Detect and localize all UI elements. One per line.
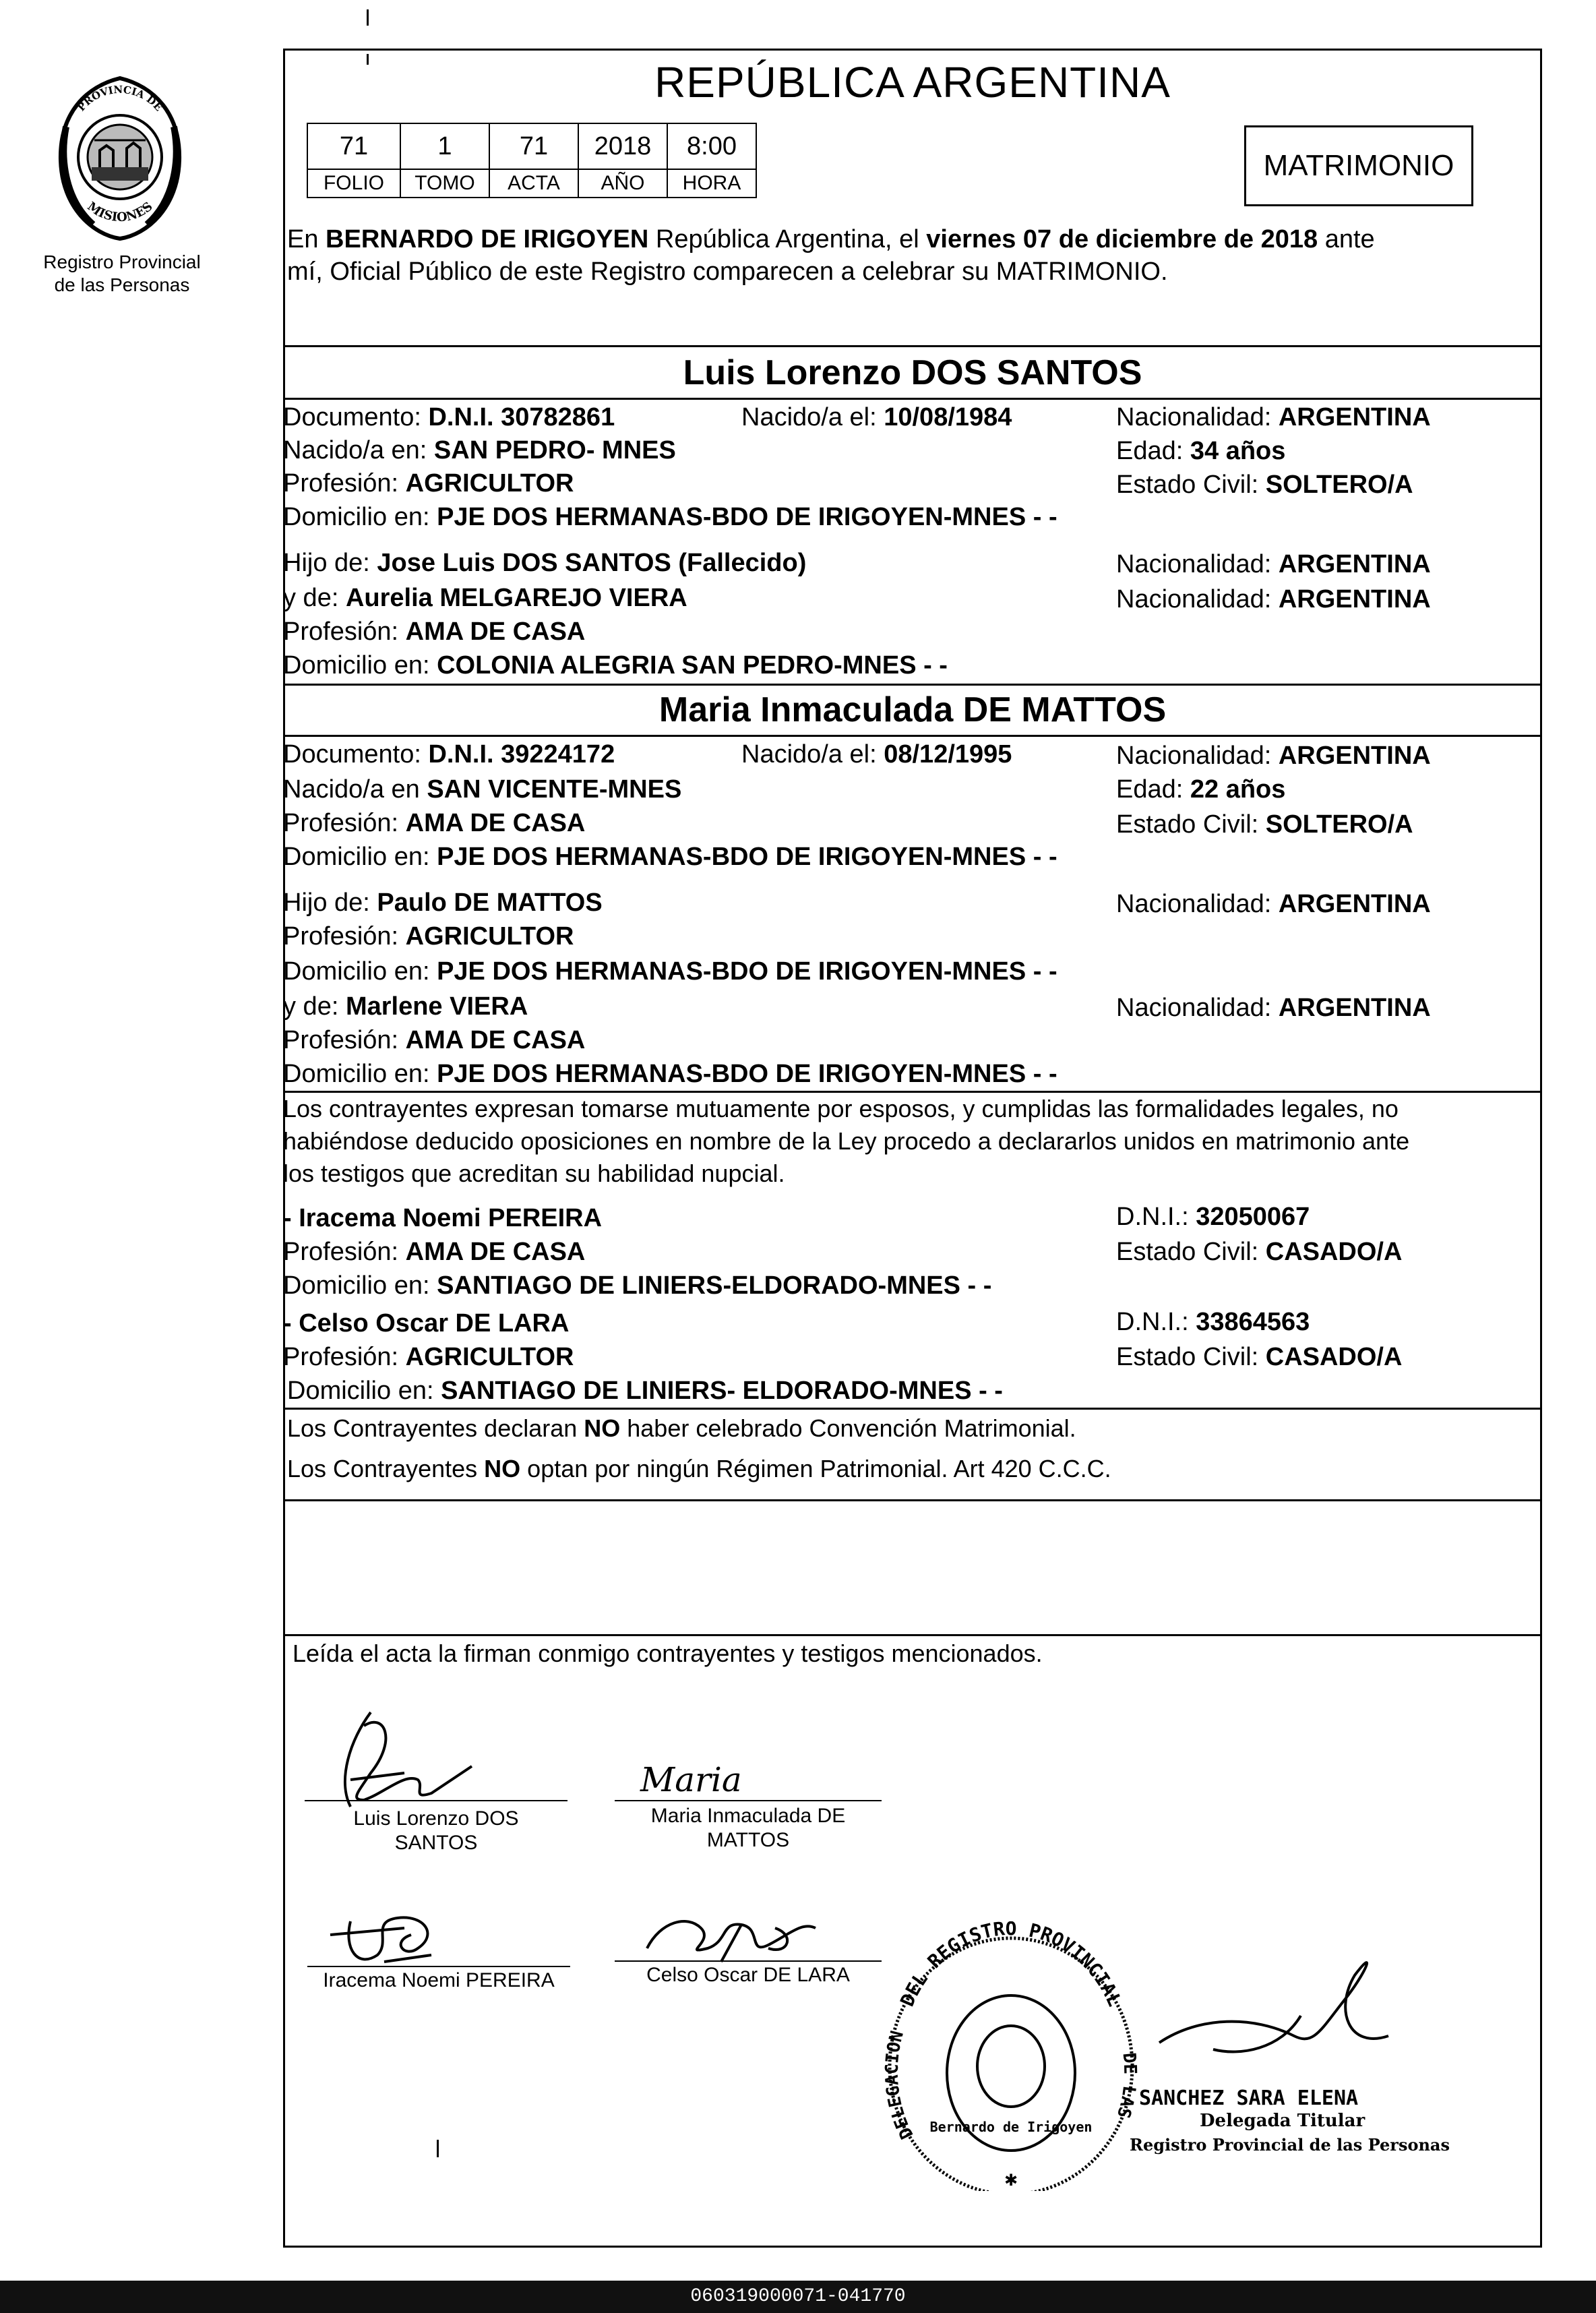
witness-2-dni: D.N.I.: 33864563 — [1116, 1308, 1310, 1336]
divider — [283, 1091, 1542, 1093]
c2-father-address: Domicilio en: PJE DOS HERMANAS-BDO DE IRIGOYEN-MNES - - — [283, 957, 1057, 986]
c1-mother-nationality: Nacionalidad: ARGENTINA — [1116, 585, 1431, 613]
signature-luis — [324, 1699, 479, 1820]
c2-born: Nacido/a el: 08/12/1995 — [741, 740, 1012, 769]
divider — [283, 684, 1542, 686]
c2-nationality: Nacionalidad: ARGENTINA — [1116, 742, 1431, 770]
convention-line-2: Los Contrayentes NO optan por ningún Régimen Patrimonial. Art 420 C.C.C. — [287, 1455, 1111, 1482]
registry-name-line1: Registro Provincial — [43, 251, 201, 272]
c1-born: Nacido/a el: 10/08/1984 — [741, 403, 1012, 431]
year-label: AÑO — [578, 169, 667, 198]
c2-mother: y de: Marlene VIERA — [283, 992, 528, 1021]
official-org: Registro Provincial de las Personas — [1130, 2135, 1450, 2155]
folio-value: 71 — [307, 123, 400, 169]
c2-document: Documento: D.N.I. 39224172 — [283, 740, 615, 769]
signature-line — [615, 1800, 882, 1801]
c1-mother-address: Domicilio en: COLONIA ALEGRIA SAN PEDRO-MNES - - — [283, 651, 948, 680]
signature-line — [307, 1966, 570, 1967]
acta-value: 71 — [489, 123, 578, 169]
divider — [283, 1408, 1542, 1410]
c2-birthplace: Nacido/a en SAN VICENTE-MNES — [283, 775, 682, 804]
c2-age: Edad: 22 años — [1116, 775, 1286, 804]
svg-text:✱: ✱ — [1004, 2171, 1018, 2190]
official-name: SANCHEZ SARA ELENA — [1139, 2086, 1359, 2110]
page-title: REPÚBLICA ARGENTINA — [654, 58, 1171, 107]
c2-civil-status: Estado Civil: SOLTERO/A — [1116, 810, 1413, 839]
province-seal — [53, 73, 187, 241]
witness-2-civil-status: Estado Civil: CASADO/A — [1116, 1343, 1403, 1371]
c1-mother: y de: Aurelia MELGAREJO VIERA — [283, 584, 687, 612]
c2-mother-profession: Profesión: AMA DE CASA — [283, 1026, 586, 1054]
c1-age: Edad: 34 años — [1116, 437, 1286, 465]
signature-name-iracema: Iracema Noemi PEREIRA — [323, 1969, 555, 1991]
hour-label: HORA — [667, 169, 756, 198]
c2-father: Hijo de: Paulo DE MATTOS — [283, 889, 603, 917]
c1-address: Domicilio en: PJE DOS HERMANAS-BDO DE IRIGOYEN-MNES - - — [283, 503, 1057, 531]
convention-line-1: Los Contrayentes declaran NO haber celebrado Convención Matrimonial. — [287, 1414, 1076, 1442]
official-stamp — [876, 1921, 1146, 2191]
tomo-value: 1 — [400, 123, 489, 169]
signature-name-celso: Celso Oscar DE LARA — [646, 1964, 850, 1986]
scan-mark — [367, 9, 369, 26]
intro-line-2: mí, Oficial Público de este Registro comparecen a celebrar su MATRIMONIO. — [287, 258, 1168, 286]
c2-mother-nationality: Nacionalidad: ARGENTINA — [1116, 994, 1431, 1022]
signature-iracema — [324, 1908, 452, 1975]
declaration-line-3: los testigos que acreditan su habilidad nupcial. — [283, 1160, 785, 1187]
scan-mark — [437, 2140, 439, 2157]
c1-birthplace: Nacido/a en: SAN PEDRO- MNES — [283, 436, 676, 464]
signature-line — [615, 1960, 882, 1962]
c2-mother-address: Domicilio en: PJE DOS HERMANAS-BDO DE IRIGOYEN-MNES - - — [283, 1060, 1057, 1088]
signature-official — [1146, 1935, 1429, 2083]
witness-1-civil-status: Estado Civil: CASADO/A — [1116, 1238, 1403, 1266]
c1-father-nationality: Nacionalidad: ARGENTINA — [1116, 550, 1431, 578]
official-role: Delegada Titular — [1200, 2111, 1365, 2131]
c2-address: Domicilio en: PJE DOS HERMANAS-BDO DE IRIGOYEN-MNES - - — [283, 843, 1057, 871]
divider — [283, 735, 1542, 737]
signature-name-maria-1: Maria Inmaculada DE — [650, 1805, 846, 1827]
contrayente-1-name: Luis Lorenzo DOS SANTOS — [683, 353, 1142, 392]
svg-text:MISIONES: MISIONES — [84, 199, 156, 225]
divider — [283, 1408, 285, 1634]
signature-maria: Maria — [640, 1760, 742, 1799]
witness-1-name: - Iracema Noemi PEREIRA — [283, 1204, 603, 1232]
svg-text:Bernardo de Irigoyen: Bernardo de Irigoyen — [929, 2119, 1093, 2135]
c2-father-nationality: Nacionalidad: ARGENTINA — [1116, 890, 1431, 918]
c1-document: Documento: D.N.I. 30782861 — [283, 403, 615, 431]
witness-1-address: Domicilio en: SANTIAGO DE LINIERS-ELDORADO-MNES - - — [283, 1271, 992, 1300]
c1-civil-status: Estado Civil: SOLTERO/A — [1116, 471, 1413, 499]
contrayente-2-name: Maria Inmaculada DE MATTOS — [658, 690, 1167, 729]
witness-2-profession: Profesión: AGRICULTOR — [283, 1343, 574, 1371]
divider — [283, 345, 1542, 347]
witness-1-profession: Profesión: AMA DE CASA — [283, 1238, 586, 1266]
declaration-line-2: habiéndose deducido oposiciones en nombre de la Ley procedo a declararlos unidos en matrimonio ante — [283, 1127, 1410, 1155]
divider — [283, 1499, 1542, 1501]
registry-name-line2: de las Personas — [54, 274, 190, 295]
c1-mother-profession: Profesión: AMA DE CASA — [283, 618, 586, 646]
c1-profession: Profesión: AGRICULTOR — [283, 469, 574, 498]
record-type: MATRIMONIO — [1263, 149, 1454, 182]
folio-label: FOLIO — [307, 169, 400, 198]
signature-celso — [640, 1908, 822, 1969]
signature-name-luis-2: SANTOS — [394, 1832, 478, 1854]
record-type-box — [1244, 125, 1473, 206]
c1-father: Hijo de: Jose Luis DOS SANTOS (Fallecido) — [283, 549, 807, 577]
svg-text:PROVINCIA DE: PROVINCIA DE — [75, 83, 165, 114]
acta-label: ACTA — [489, 169, 578, 198]
closing-statement: Leída el acta la firman conmigo contrayentes y testigos mencionados. — [293, 1640, 1043, 1667]
document-code: 060319000071-041770 — [690, 2286, 906, 2307]
record-number-table — [307, 123, 757, 198]
witness-2-name: - Celso Oscar DE LARA — [283, 1309, 570, 1338]
c2-father-profession: Profesión: AGRICULTOR — [283, 922, 574, 951]
document-code-footer — [0, 2281, 1596, 2313]
divider — [283, 1634, 1542, 1636]
witness-2-address: Domicilio en: SANTIAGO DE LINIERS- ELDORADO-MNES - - — [287, 1377, 1003, 1405]
year-value: 2018 — [578, 123, 667, 169]
c2-profession: Profesión: AMA DE CASA — [283, 809, 586, 837]
signature-line — [305, 1800, 567, 1801]
signature-name-maria-2: MATTOS — [706, 1829, 790, 1851]
c1-nationality: Nacionalidad: ARGENTINA — [1116, 403, 1431, 431]
tomo-label: TOMO — [400, 169, 489, 198]
svg-text:DE LAS: DE LAS — [1112, 2051, 1140, 2121]
witness-1-dni: D.N.I.: 32050067 — [1116, 1203, 1310, 1231]
hour-value: 8:00 — [667, 123, 756, 169]
intro-line-1: En BERNARDO DE IRIGOYEN República Argentina, el viernes 07 de diciembre de 2018 ante — [287, 225, 1375, 253]
signature-name-luis-1: Luis Lorenzo DOS — [353, 1807, 519, 1830]
declaration-line-1: Los contrayentes expresan tomarse mutuamente por esposos, y cumplidas las formalidades legales, no — [283, 1095, 1399, 1122]
svg-text:DEL REGISTRO PROVINCIAL: DEL REGISTRO PROVINCIAL — [896, 1921, 1126, 2010]
svg-text:DELEGACION: DELEGACION — [882, 2029, 918, 2142]
divider — [283, 398, 1542, 400]
